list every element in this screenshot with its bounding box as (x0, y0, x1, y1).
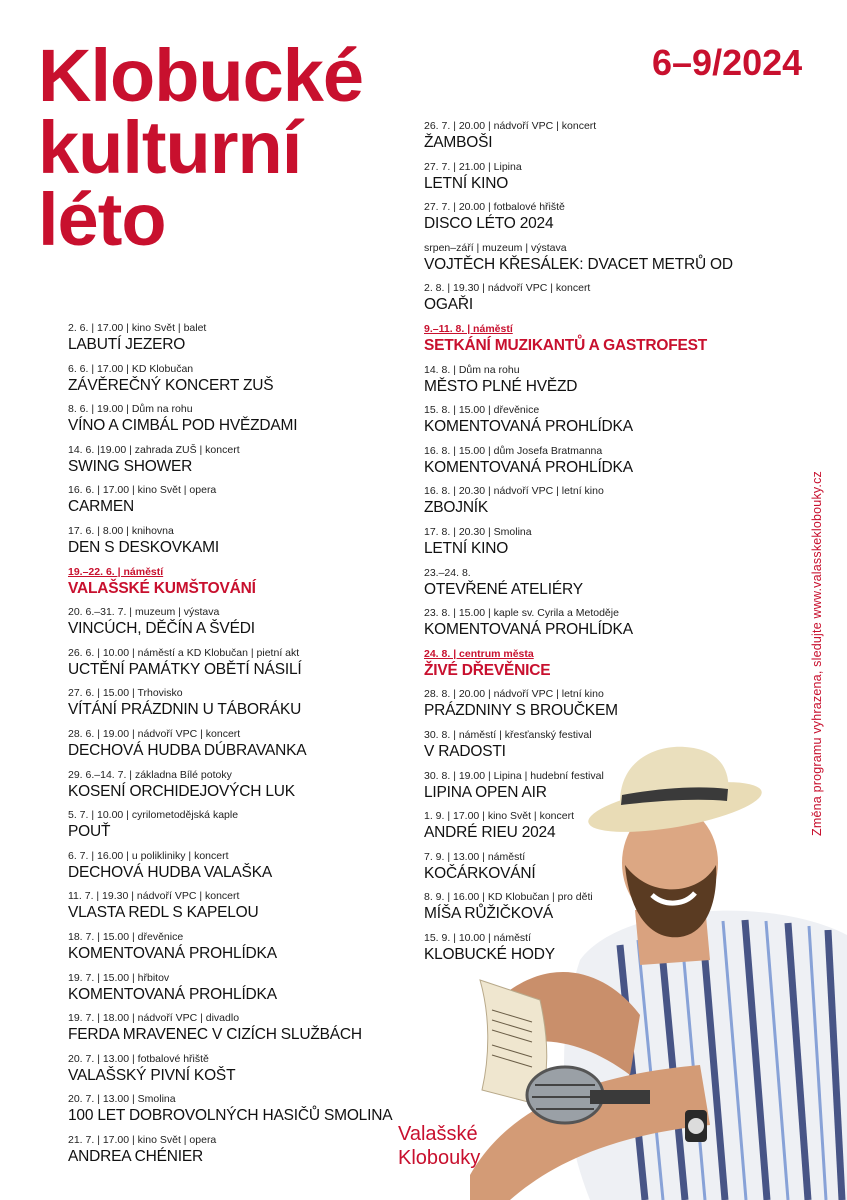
event-item (424, 201, 734, 242)
event-meta: 1. 9. | 17.00 | kino Svět | koncert (424, 810, 575, 823)
event-name: OTEVŘENÉ ATELIÉRY (424, 580, 583, 598)
event-name: PRÁZDNINY S BROUČKEM (424, 702, 618, 720)
event-meta: 19. 7. | 18.00 | nádvoří VPC | divadlo (68, 1012, 240, 1025)
event-meta: 6. 7. | 16.00 | u polikliniky | koncert (68, 849, 229, 862)
event-name: MÍŠA RŮŽIČKOVÁ (424, 905, 553, 923)
event-item (424, 567, 734, 608)
program-note-link[interactable]: Změna programu vyhrazena, sledujte www.valasskeklobouky.cz (810, 471, 824, 836)
event-meta: 19.–22. 6. | náměstí (68, 565, 164, 578)
event-item (68, 890, 418, 931)
event-meta: 14. 6. |19.00 | zahrada ZUŠ | koncert (68, 443, 240, 456)
event-name: POUŤ (68, 823, 111, 841)
events-column-left (68, 322, 418, 1174)
event-item (424, 607, 734, 648)
event-meta: 29. 6.–14. 7. | základna Bílé potoky (68, 768, 232, 781)
event-meta: 20. 7. | 13.00 | fotbalové hřiště (68, 1052, 209, 1065)
event-meta: 2. 6. | 17.00 | kino Svět | balet (68, 322, 207, 334)
event-item (424, 161, 734, 202)
event-name: CARMEN (68, 498, 134, 516)
logo-line-1: Valašské (398, 1123, 478, 1145)
town-logo (398, 1122, 480, 1170)
event-meta: 27. 7. | 20.00 | fotbalové hřiště (424, 201, 565, 214)
event-item (424, 242, 734, 283)
event-name: DECHOVÁ HUDBA DÚBRAVANKA (68, 741, 307, 759)
event-name: VOJTĚCH KŘESÁLEK: DVACET METRŮ OD (424, 255, 733, 273)
event-meta: 16. 8. | 15.00 | dům Josefa Bratmanna (424, 444, 603, 457)
event-name: VLASTA REDL S KAPELOU (68, 904, 259, 922)
event-name: UCTĚNÍ PAMÁTKY OBĚTÍ NÁSILÍ (68, 660, 302, 678)
event-item (424, 688, 734, 729)
event-meta: 18. 7. | 15.00 | dřevěnice (68, 930, 184, 943)
event-meta: 14. 8. | Dům na rohu (424, 363, 520, 376)
event-name: VALAŠSKÉ KUMŠTOVÁNÍ (68, 579, 256, 597)
event-meta: 19. 7. | 15.00 | hřbitov (68, 971, 170, 984)
event-meta: 28. 8. | 20.00 | nádvoří VPC | letní kino (424, 688, 604, 701)
period-label: 6–9/2024 (652, 42, 803, 83)
event-name: KOČÁRKOVÁNÍ (424, 864, 536, 882)
event-item (424, 648, 734, 689)
event-item (68, 931, 418, 972)
event-name: DECHOVÁ HUDBA VALAŠKA (68, 863, 272, 881)
event-meta: 8. 6. | 19.00 | Dům na rohu (68, 403, 193, 416)
title-line-1: Klobucké (38, 34, 364, 117)
event-item (68, 972, 418, 1013)
musician-illustration-icon (470, 745, 847, 1200)
event-name: 100 LET DOBROVOLNÝCH HASIČŮ SMOLINA (68, 1107, 393, 1125)
event-meta: 2. 8. | 19.30 | nádvoří VPC | koncert (424, 282, 591, 295)
musician-photo (470, 745, 847, 1200)
event-meta: 27. 7. | 21.00 | Lipina (424, 160, 522, 173)
title-line-3: léto (38, 178, 166, 261)
event-item (68, 728, 418, 769)
event-name: OGAŘI (424, 296, 473, 314)
event-meta: 16. 6. | 17.00 | kino Svět | opera (68, 484, 217, 497)
event-meta: 30. 8. | náměstí | křesťanský festival (424, 728, 592, 741)
event-name: LABUTÍ JEZERO (68, 336, 186, 353)
event-name: KOMENTOVANÁ PROHLÍDKA (424, 458, 633, 476)
event-meta: 17. 8. | 20.30 | Smolina (424, 525, 532, 538)
event-item (424, 323, 734, 364)
event-name: ZBOJNÍK (424, 499, 489, 517)
event-name: ŽIVÉ DŘEVĚNICE (424, 661, 551, 679)
event-name: KOMENTOVANÁ PROHLÍDKA (424, 621, 633, 639)
event-name: LETNÍ KINO (424, 174, 509, 192)
event-name: DISCO LÉTO 2024 (424, 215, 554, 233)
event-name: KOMENTOVANÁ PROHLÍDKA (68, 944, 277, 962)
event-item (68, 566, 418, 607)
event-item (68, 809, 418, 850)
event-item (68, 850, 418, 891)
event-name: VÍNO A CIMBÁL POD HVĚZDAMI (68, 417, 298, 435)
event-meta: 27. 6. | 15.00 | Trhovisko (68, 687, 183, 700)
event-name: SETKÁNÍ MUZIKANTŮ A GASTROFEST (424, 336, 708, 354)
event-name: FERDA MRAVENEC V CIZÍCH SLUŽBÁCH (68, 1026, 362, 1044)
event-item (68, 403, 418, 444)
event-item (68, 1093, 418, 1134)
event-meta: 9.–11. 8. | náměstí (424, 322, 513, 335)
event-meta: 26. 7. | 20.00 | nádvoří VPC | koncert (424, 120, 597, 132)
event-item (424, 526, 734, 567)
event-meta: 21. 7. | 17.00 | kino Svět | opera (68, 1133, 217, 1146)
event-name: KLOBUCKÉ HODY (424, 945, 555, 963)
event-item (68, 769, 418, 810)
logo-line-2: Klobouky (398, 1147, 481, 1169)
event-meta: 11. 7. | 19.30 | nádvoří VPC | koncert (68, 890, 240, 903)
event-name: LETNÍ KINO (424, 539, 509, 557)
event-meta: 17. 6. | 8.00 | knihovna (68, 524, 174, 537)
event-name: LIPINA OPEN AIR (424, 783, 547, 801)
event-meta: 20. 6.–31. 7. | muzeum | výstava (68, 606, 220, 619)
title-line-2: kulturní (38, 106, 302, 189)
event-item (424, 445, 734, 486)
event-item (68, 444, 418, 485)
event-meta: 24. 8. | centrum města (424, 647, 534, 660)
event-item (68, 363, 418, 404)
event-name: MĚSTO PLNÉ HVĚZD (424, 377, 578, 395)
event-meta: 20. 7. | 13.00 | Smolina (68, 1093, 176, 1106)
event-meta: 15. 8. | 15.00 | dřevěnice (424, 404, 540, 417)
event-item (68, 322, 418, 363)
event-meta: 26. 6. | 10.00 | náměstí a KD Klobučan | pietní akt (68, 646, 300, 659)
event-item (424, 404, 734, 445)
poster-title (38, 34, 438, 261)
event-name: VINCÚCH, DĚČÍN A ŠVÉDI (68, 620, 255, 638)
event-name: ŽAMBOŠI (424, 134, 493, 151)
event-name: ANDREA CHÉNIER (68, 1147, 204, 1165)
event-item (68, 687, 418, 728)
event-name: SWING SHOWER (68, 457, 193, 475)
event-name: V RADOSTI (424, 742, 506, 760)
event-item (68, 647, 418, 688)
event-meta: 23. 8. | 15.00 | kaple sv. Cyrila a Metoděje (424, 607, 619, 620)
event-item (424, 120, 734, 161)
event-name: DEN S DESKOVKAMI (68, 538, 219, 556)
event-meta: 28. 6. | 19.00 | nádvoří VPC | koncert (68, 727, 241, 740)
event-meta: 23.–24. 8. (424, 566, 471, 579)
event-meta: 6. 6. | 17.00 | KD Klobučan (68, 362, 194, 375)
event-name: KOMENTOVANÁ PROHLÍDKA (68, 985, 277, 1003)
event-meta: 15. 9. | 10.00 | náměstí (424, 931, 532, 944)
event-item (68, 484, 418, 525)
event-meta: 30. 8. | 19.00 | Lipina | hudební festival (424, 769, 604, 782)
event-item (424, 364, 734, 405)
event-item (68, 1053, 418, 1094)
event-meta: 7. 9. | 13.00 | náměstí (424, 850, 526, 863)
event-meta: 8. 9. | 16.00 | KD Klobučan | pro děti (424, 891, 593, 904)
event-item (68, 1012, 418, 1053)
event-name: KOMENTOVANÁ PROHLÍDKA (424, 418, 633, 436)
event-name: VALAŠSKÝ PIVNÍ KOŠT (68, 1066, 236, 1084)
event-name: VÍTÁNÍ PRÁZDNIN U TÁBORÁKU (68, 701, 302, 719)
event-item (424, 485, 734, 526)
event-item (68, 525, 418, 566)
event-meta: srpen–září | muzeum | výstava (424, 241, 567, 254)
event-item (68, 1134, 418, 1175)
event-meta: 5. 7. | 10.00 | cyrilometodějská kaple (68, 809, 239, 822)
event-name: ANDRÉ RIEU 2024 (424, 824, 556, 842)
event-item (68, 606, 418, 647)
event-meta: 16. 8. | 20.30 | nádvoří VPC | letní kino (424, 485, 604, 498)
event-name: ZÁVĚREČNÝ KONCERT ZUŠ (68, 376, 274, 394)
event-item (424, 282, 734, 323)
event-name: KOSENÍ ORCHIDEJOVÝCH LUK (68, 782, 295, 800)
